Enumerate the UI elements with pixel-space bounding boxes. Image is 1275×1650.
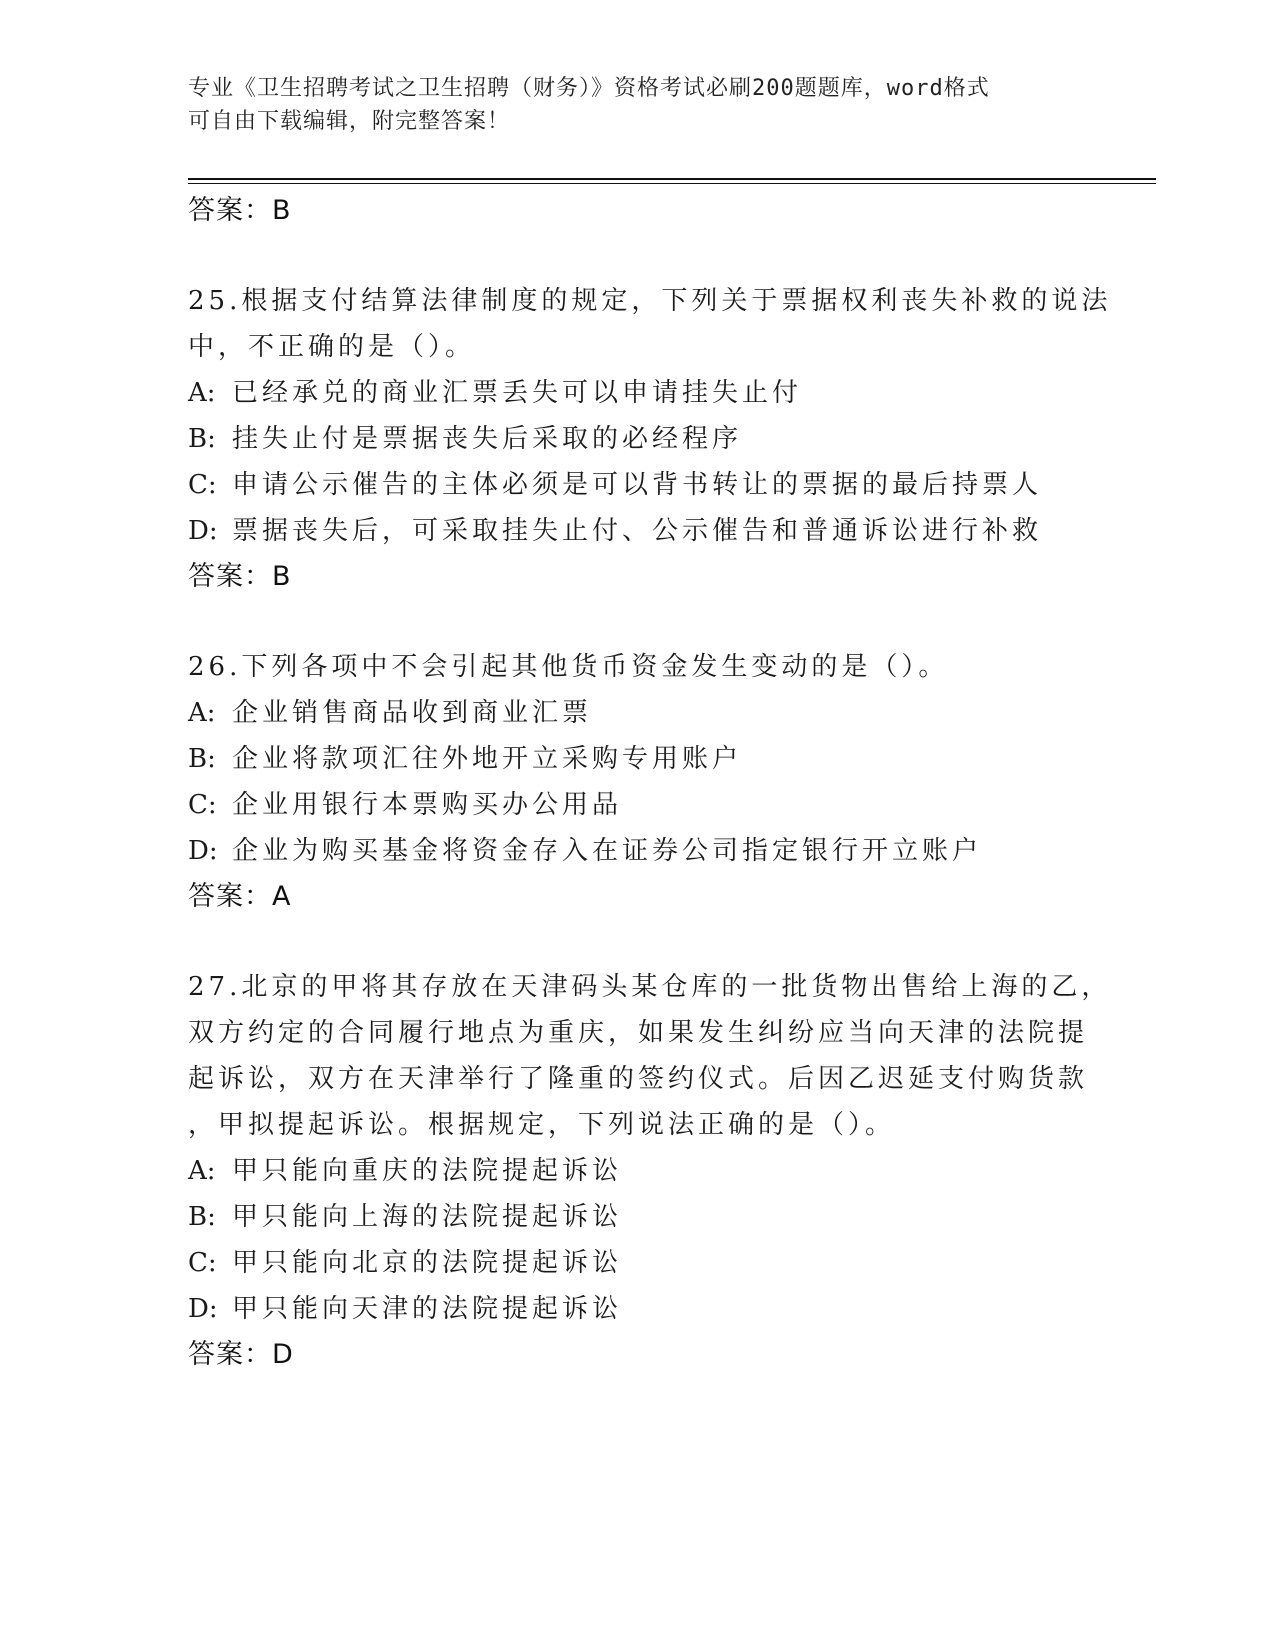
option-b: [188, 416, 1088, 462]
option-c: [188, 462, 1088, 508]
question-stem-line: 起诉讼，双方在天津举行了隆重的签约仪式。后因乙迟延支付购货款: [188, 1064, 1089, 1094]
header-line-1: 专业《卫生招聘考试之卫生招聘（财务）》资格考试必刷200题题库，word格式: [188, 76, 990, 101]
document-header: [188, 72, 1068, 138]
answer-label: 答案：A: [188, 881, 292, 912]
option-text: 企业用银行本票购买办公用品: [232, 790, 623, 820]
question-25: [188, 278, 1112, 600]
option-d: [188, 828, 1088, 874]
option-text: 甲只能向上海的法院提起诉讼: [232, 1202, 623, 1232]
option-b: [188, 1194, 1088, 1240]
option-key: C:: [188, 470, 217, 500]
option-d: [188, 508, 1088, 554]
option-key: B:: [188, 424, 216, 454]
option-text: 甲只能向天津的法院提起诉讼: [232, 1294, 623, 1324]
option-key: D:: [188, 1294, 218, 1324]
option-a: [188, 1148, 1088, 1194]
question-stem-line: 双方约定的合同履行地点为重庆，如果发生纠纷应当向天津的法院提: [188, 1018, 1089, 1048]
option-text: 挂失止付是票据丧失后采取的必经程序: [232, 424, 743, 454]
option-text: 企业将款项汇往外地开立采购专用账户: [232, 744, 743, 774]
option-text: 企业销售商品收到商业汇票: [232, 698, 593, 728]
option-key: D:: [188, 836, 218, 866]
question-stem: [188, 644, 1088, 690]
answer-label: 答案：B: [188, 561, 292, 592]
question-stem-line: 26.下列各项中不会引起其他货币资金发生变动的是（）。: [188, 652, 949, 682]
option-text: 甲只能向北京的法院提起诉讼: [232, 1248, 623, 1278]
header-rule-thin: [188, 183, 1156, 184]
answer-label: 答案：D: [188, 1339, 294, 1370]
option-key: C:: [188, 790, 217, 820]
question-stem-line: 27.北京的甲将其存放在天津码头某仓库的一批货物出售给上海的乙，: [188, 972, 1112, 1002]
option-key: A:: [188, 378, 216, 408]
option-key: A:: [188, 698, 216, 728]
option-key: D:: [188, 516, 218, 546]
question-stem: [188, 278, 1112, 370]
option-text: 企业为购买基金将资金存入在证券公司指定银行开立账户: [232, 836, 983, 866]
question-stem: [188, 964, 1112, 1148]
option-d: [188, 1286, 1088, 1332]
previous-answer: 答案：B: [188, 195, 292, 226]
option-key: B:: [188, 1202, 216, 1232]
option-key: A:: [188, 1156, 216, 1186]
option-a: [188, 690, 1088, 736]
question-stem-line: 中，不正确的是（）。: [188, 332, 476, 362]
question-stem-line: 25.根据支付结算法律制度的规定，下列关于票据权利丧失补救的说法: [188, 286, 1112, 316]
option-c: [188, 782, 1088, 828]
option-text: 甲只能向重庆的法院提起诉讼: [232, 1156, 623, 1186]
question-26: [188, 644, 1088, 920]
option-text: 票据丧失后，可采取挂失止付、公示催告和普通诉讼进行补救: [232, 516, 1043, 546]
option-b: [188, 736, 1088, 782]
option-text: 已经承兑的商业汇票丢失可以申请挂失止付: [232, 378, 803, 408]
question-stem-line: ，甲拟提起诉讼。根据规定，下列说法正确的是（）。: [188, 1110, 896, 1140]
option-key: B:: [188, 744, 216, 774]
option-c: [188, 1240, 1088, 1286]
header-rule-thick: [188, 178, 1156, 180]
option-a: [188, 370, 1088, 416]
question-list: [188, 188, 1112, 1378]
header-line-2: 可自由下载编辑，附完整答案！: [188, 109, 511, 134]
question-27: [188, 964, 1112, 1378]
option-text: 申请公示催告的主体必须是可以背书转让的票据的最后持票人: [232, 470, 1043, 500]
option-key: C:: [188, 1248, 217, 1278]
